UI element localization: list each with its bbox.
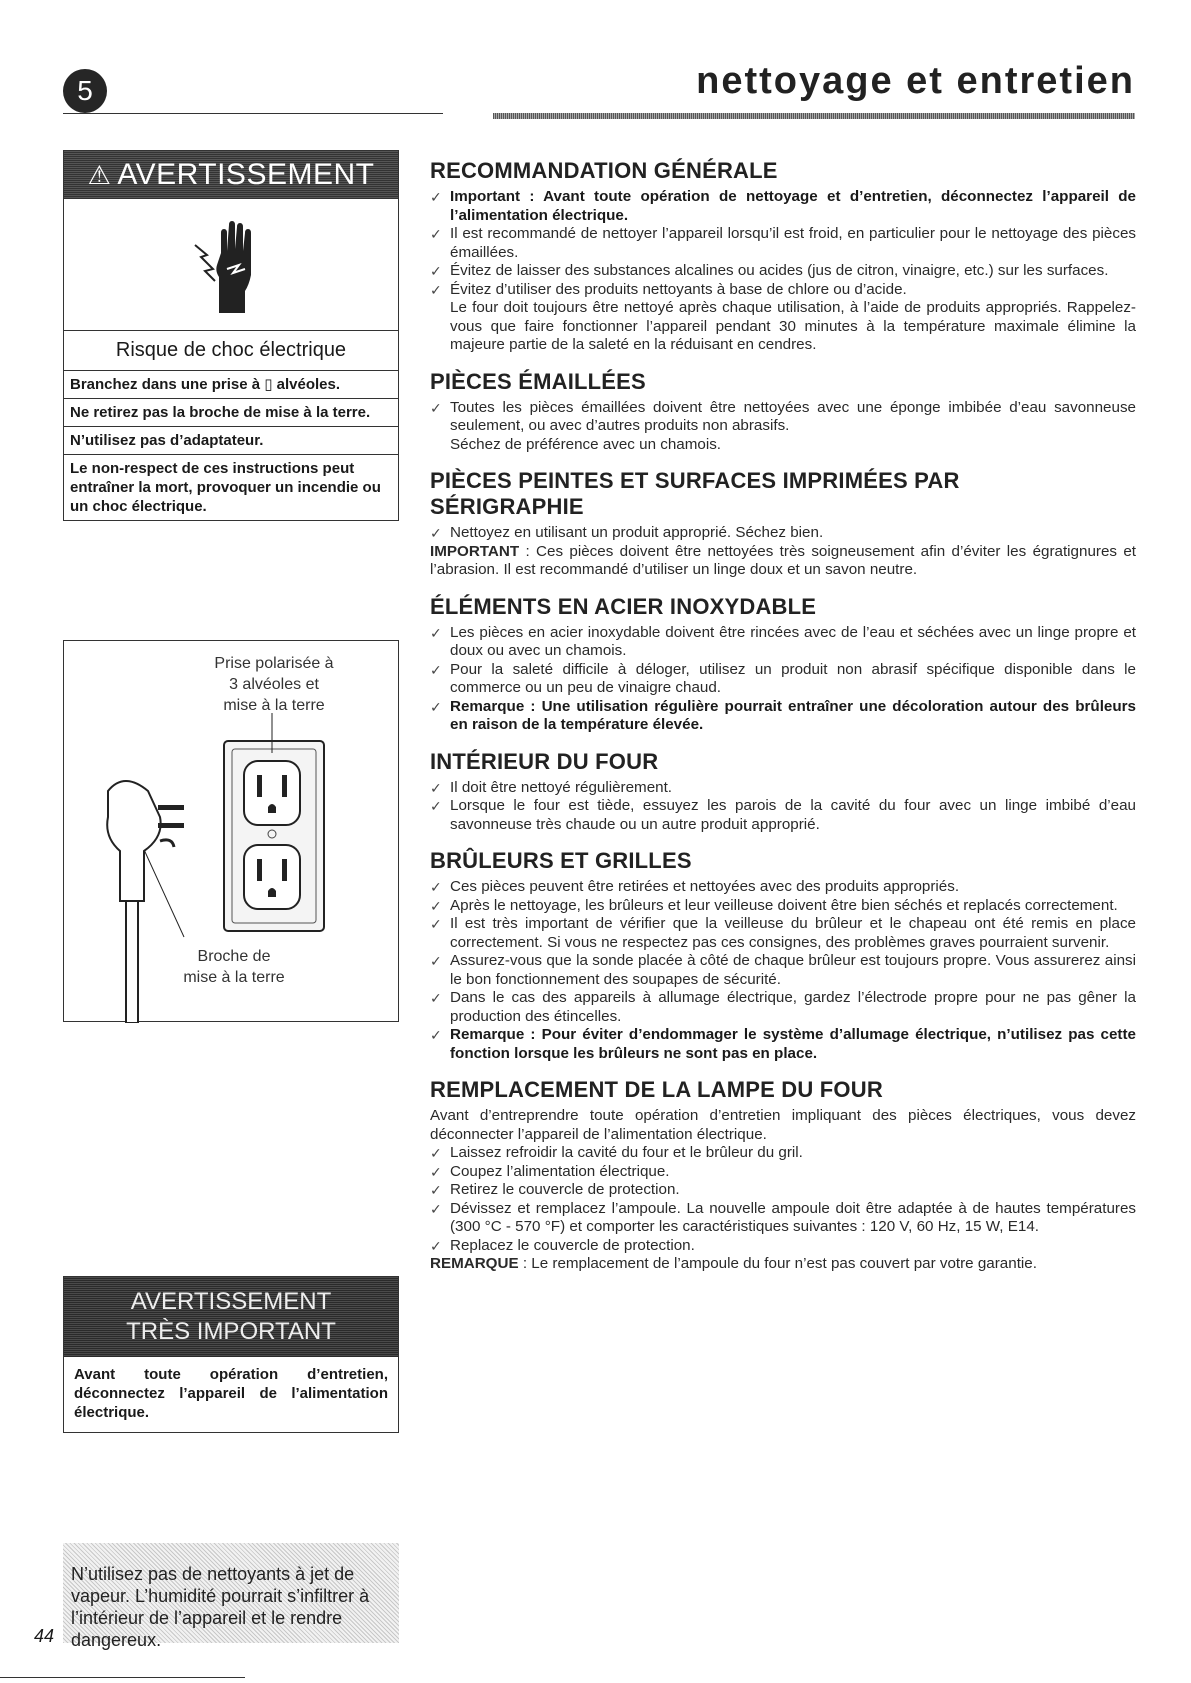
list-item: ✓ Important : Avant toute opération de nettoyage et d’entretien, déconnectez l’appareil de l’alimentation électrique. — [430, 188, 1136, 224]
section-stainless-steel — [430, 594, 1136, 735]
paragraph: Le four doit toujours être nettoyé après chaque utilisation, à l’aide de produits appropriés. Rappelez-vous que faire fonctionner l’appareil pendant 30 minutes à la température maximale élimine la majeure partie de la saleté en la réduisant en cendres. — [450, 299, 1136, 353]
warning-line: Branchez dans une prise à ▯ alvéoles. — [64, 371, 398, 399]
section-heading: REMPLACEMENT DE LA LAMPE DU FOUR — [430, 1077, 883, 1102]
important-warning-box — [63, 1276, 399, 1433]
list-item: ✓ Lorsque le four est tiède, essuyez les parois de la cavité du four avec un linge imbibé d’eau savonneuse très chaude ou un autre produit approprié. — [430, 797, 1136, 833]
paragraph: Avant d’entreprendre toute opération d’entretien impliquant des pièces électriques, vous devez déconnecter l’appareil de l’alimentation électrique. — [430, 1107, 1136, 1143]
check-icon: ✓ — [430, 1145, 442, 1161]
list-item: ✓ Assurez-vous que la sonde placée à côté de chaque brûleur est toujours propre. Vous assurerez ainsi le bon fonctionnement des soupapes de sécurité. — [430, 952, 1136, 988]
list-item: ✓ Pour la saleté difficile à déloger, utilisez un produit non abrasif spécifique disponible dans le commerce ou un peu de vinaigre chaud. — [430, 660, 1136, 696]
section-general — [430, 158, 1136, 355]
section-painted-surfaces — [430, 468, 1136, 580]
check-icon: ✓ — [430, 525, 442, 541]
check-icon: ✓ — [430, 953, 442, 969]
header-rule — [63, 113, 1135, 123]
list-item: ✓ Coupez l’alimentation électrique. — [430, 1162, 670, 1180]
electric-shock-warning-box — [63, 150, 399, 521]
section-oven-lamp — [430, 1077, 1136, 1274]
section-heading: PIÈCES PEINTES ET SURFACES IMPRIMÉES PAR SÉRIGRAPHIE — [430, 468, 960, 519]
outlet-label: Prise polarisée à 3 alvéoles et mise à la terre — [214, 655, 334, 714]
paragraph: Séchez de préférence avec un chamois. — [450, 435, 722, 453]
electric-shock-hand-icon — [64, 199, 398, 331]
check-icon: ✓ — [430, 189, 442, 205]
list-item: ✓ Les pièces en acier inoxydable doivent être rincées avec de l’eau et séchées avec un linge propre et doux ou avec un chamois. — [430, 623, 1136, 659]
list-item: ✓ Il doit être nettoyé régulièrement. — [430, 778, 673, 796]
shock-risk-title: Risque de choc électrique — [64, 331, 398, 371]
check-icon: ✓ — [430, 661, 442, 678]
list-item: ✓ Il est recommandé de nettoyer l’appareil lorsqu’il est froid, en particulier pour le nettoyage des pièces émaillées. — [430, 225, 1136, 261]
list-item: ✓ Retirez le couvercle de protection. — [430, 1181, 680, 1198]
section-heading: BRÛLEURS ET GRILLES — [430, 848, 692, 873]
section-burners-grates — [430, 848, 1136, 1063]
warning-banner — [64, 151, 398, 199]
list-item: ✓ Laissez refroidir la cavité du four et le brûleur du gril. — [430, 1144, 803, 1161]
warning-line: Ne retirez pas la broche de mise à la terre. — [64, 399, 398, 427]
list-item: ✓ Remarque : Pour éviter d’endommager le système d’allumage électrique, n’utilisez pas cette fonction lorsque les brûleurs ne sont pas en place. — [430, 1026, 1136, 1062]
list-item: ✓ Remarque : Une utilisation régulière pourrait entraîner une décoloration autour des brûleurs en raison de la température élevée. — [430, 697, 1136, 733]
check-icon: ✓ — [430, 399, 442, 416]
section-heading: PIÈCES ÉMAILLÉES — [430, 368, 646, 394]
left-column — [63, 150, 399, 521]
warning-line: Le non-respect de ces instructions peut entraîner la mort, provoquer un incendie ou un choc électrique. — [70, 460, 381, 515]
check-icon: ✓ — [430, 879, 442, 895]
important-warning-banner: AVERTISSEMENT TRÈS IMPORTANT — [64, 1277, 398, 1357]
list-item: ✓ Replacez le couvercle de protection. — [430, 1236, 695, 1254]
check-icon: ✓ — [430, 226, 442, 242]
chapter-number-badge: 5 — [63, 69, 107, 113]
section-heading: INTÉRIEUR DU FOUR — [430, 748, 659, 774]
page-title: nettoyage et entretien — [696, 60, 1135, 102]
page-number: 44 — [34, 1626, 55, 1646]
check-icon: ✓ — [430, 624, 442, 641]
warning-triangle-icon: ⚠ — [87, 159, 112, 190]
steam-cleaner-note-text: N’utilisez pas de nettoyants à jet de vapeur. L’humidité pourrait s’infiltrer à l’intérieur de l’appareil et le rendre dangereux. — [71, 1564, 370, 1650]
check-icon: ✓ — [430, 990, 442, 1006]
warning-banner-text: AVERTISSEMENT — [117, 158, 375, 191]
check-icon: ✓ — [430, 897, 442, 914]
grounded-plug-figure — [63, 640, 399, 1022]
footer-rule — [0, 1677, 245, 1678]
section-heading: ÉLÉMENTS EN ACIER INOXYDABLE — [430, 593, 817, 619]
list-item: ✓ Évitez d’utiliser des produits nettoyants à base de chlore ou d’acide. — [430, 280, 907, 298]
list-item: ✓ Ces pièces peuvent être retirées et nettoyées avec des produits appropriés. — [430, 878, 960, 895]
right-column — [430, 158, 1136, 1288]
important-warning-text: Avant toute opération d’entretien, déconnectez l’appareil de l’alimentation électrique. — [74, 1366, 388, 1421]
check-icon: ✓ — [430, 1163, 442, 1180]
section-enamel — [430, 369, 1136, 455]
check-icon: ✓ — [430, 281, 442, 298]
list-item: ✓ Dévissez et remplacez l’ampoule. La nouvelle ampoule doit être adaptée à de hautes températures (300 °C - 570 °F) et comporter les caractéristiques suivantes : 120 V, 60 Hz, 15 W, E14. — [430, 1199, 1136, 1235]
list-item: ✓ Évitez de laisser des substances alcalines ou acides (jus de citron, vinaigre, etc.) sur les surfaces. — [430, 262, 1109, 279]
section-heading: RECOMMANDATION GÉNÉRALE — [430, 158, 778, 183]
ground-pin-label: Broche de mise à la terre — [183, 948, 285, 986]
list-item: ✓ Il est très important de vérifier que la veilleuse du brûleur et le chapeau ont été remis en place correctement. Si vous ne respectez pas ces consignes, des problèmes graves pourraient survenir. — [430, 915, 1136, 951]
check-icon: ✓ — [430, 1237, 442, 1254]
check-icon: ✓ — [430, 916, 442, 932]
check-icon: ✓ — [430, 698, 442, 715]
check-icon: ✓ — [430, 1182, 442, 1198]
list-item: ✓ Dans le cas des appareils à allumage électrique, gardez l’électrode propre pour ne pas gêner la production des étincelles. — [430, 989, 1136, 1025]
check-icon: ✓ — [430, 1027, 442, 1043]
list-item: ✓ Après le nettoyage, les brûleurs et leur veilleuse doivent être bien séchés et replacés correctement. — [430, 896, 1118, 914]
check-icon: ✓ — [430, 779, 442, 796]
paragraph: REMARQUE : Le remplacement de l’ampoule du four n’est pas couvert par votre garantie. — [430, 1255, 1037, 1272]
check-icon: ✓ — [430, 1200, 442, 1217]
steam-cleaner-note — [63, 1543, 399, 1650]
section-oven-interior — [430, 749, 1136, 835]
list-item: ✓ Nettoyez en utilisant un produit approprié. Séchez bien. — [430, 524, 824, 541]
paragraph: IMPORTANT : Ces pièces doivent être nettoyées très soigneusement afin d’éviter les égratignures et l’abrasion. Il est recommandé d’utiliser un linge doux et un savon neutre. — [430, 542, 1136, 578]
warning-line: N’utilisez pas d’adaptateur. — [64, 427, 398, 455]
list-item: ✓ Toutes les pièces émaillées doivent être nettoyées avec une éponge imbibée d’eau savonneuse seulement, ou avec d’autres produits non abrasifs. — [430, 398, 1136, 434]
check-icon: ✓ — [430, 798, 442, 814]
check-icon: ✓ — [430, 263, 442, 279]
